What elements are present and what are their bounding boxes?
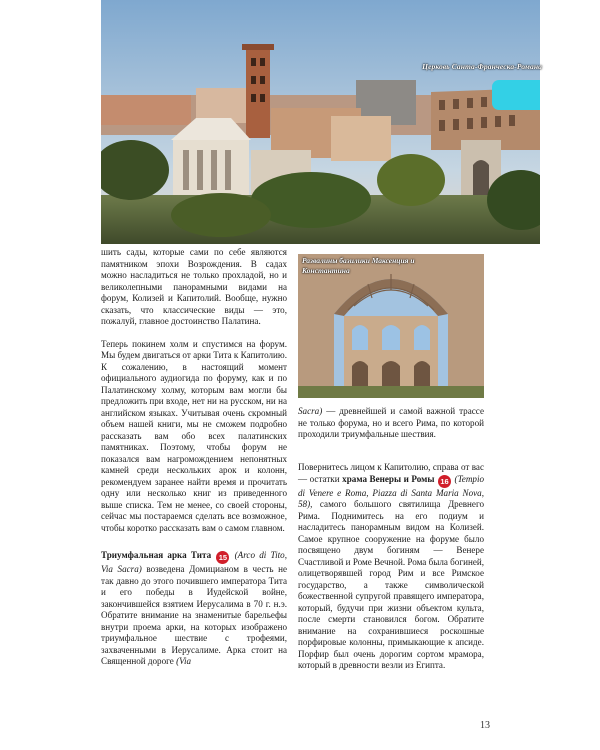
basilica-photo xyxy=(298,254,484,398)
paragraph-temple-venus-roma xyxy=(298,462,484,672)
via-sacra-text: — древнейшей и самой важной трассе не только форума, но и всего Рима, по которой проходили триумфальные шествия. xyxy=(298,406,484,439)
right-column-main xyxy=(298,462,484,672)
top-photo-caption: Церковь Санта-Франческа-Романа xyxy=(422,62,542,71)
temple-text: самого большого святилища Древнего Рима. Поднимитесь на его подиум и насладитесь панорамным видом на Колизей. Самое крупное сооружение на форуме было посвящено двум богиням — Венере Счастливой и Роме Вечной. Рома была богиней, олицетворявшей город Рим и все Римское государство, а также символической божественной супругой правящего императора, который, будучи при жизни объектом культа, после смерти становился богом. Обратите внимание на сохранившиеся роскошные порфировые колонны, примыкающие к апсиде. Порфир был очень дорогим сортом мрамора, который в древности везли из Египта. xyxy=(298,499,484,670)
temple-address: (Tempio di Venere e Roma, Piazza di Santa Maria Nova, 58), xyxy=(298,473,485,509)
arch-of-titus-address: (Arco di Tito, Via Sacra) xyxy=(101,550,287,574)
arch-of-titus-heading: Триумфальная арка Тита xyxy=(101,550,212,560)
paragraph-gardens: шить сады, которые сами по себе являются памятником эпохи Возрождения. В садах можно насладиться не только прохладой, но и великолепными панорамными видами на форум, Колизей и Капитолий. Вообще, нужно сказать, что классические виды — это, пожалуй, главное достоинство Палатина. xyxy=(101,247,287,326)
left-column xyxy=(101,247,287,668)
temple-venus-roma-heading: храма Венеры и Ромы xyxy=(342,473,435,484)
map-marker-badge-16: 16 xyxy=(438,475,451,488)
page-number: 13 xyxy=(480,720,490,731)
paragraph-arch-of-titus xyxy=(101,550,287,668)
paragraph-forum-intro: Теперь покинем холм и спустимся на форум. Мы будем двигаться от арки Тита к Капитолию. К сожалению, в настоящий момент официального аудиогида по форуму, как и по Палатинскому холму, которым вам могли бы предложить при входе, нет ни на русском, ни на английском языках. Учитывая очень скромный объем нашей книги, мы не сможем подробно рассказать вам обо всех палатинских памятниках. Поэтому, чтобы форум не показался вам нагромождением непонятных камней среди нескольких арок и колонн, рекомендуем заранее найти время и прочитать одну или несколько книг из приведенного выше списка. Тем не менее, со своей стороны, сейчас мы постараемся сделать все возможное, чтобы коротко рассказать вам о самом главном. xyxy=(101,338,287,533)
right-column-continuation xyxy=(298,406,484,441)
paragraph-via-sacra xyxy=(298,406,484,441)
side-photo-caption: Развалины базилики Максенция и Константина xyxy=(302,256,415,275)
arch-of-titus-text: возведена Домицианом в честь не так давно до этого почившего императора Тита и его победы в Иудейской войне, закончившейся взятием Иерусалима в 70 г. н.э. Обратите внимание на знаменитые барельефы внутри проема арки, на которых изображено триумфальное шествие с трофеями, захваченными в Иерусалиме. Арка стоит на Священной дороге xyxy=(101,564,287,666)
section-tab-marker xyxy=(492,80,540,110)
arch-of-titus-text-end: (Via xyxy=(176,656,192,666)
forum-panorama-photo xyxy=(101,0,540,244)
map-marker-badge-15: 15 xyxy=(216,551,229,564)
temple-intro-text: Повернитесь лицом к Капитолию, справа от вас — остатки xyxy=(298,462,484,484)
via-sacra-italic: Sacra) xyxy=(298,406,323,416)
